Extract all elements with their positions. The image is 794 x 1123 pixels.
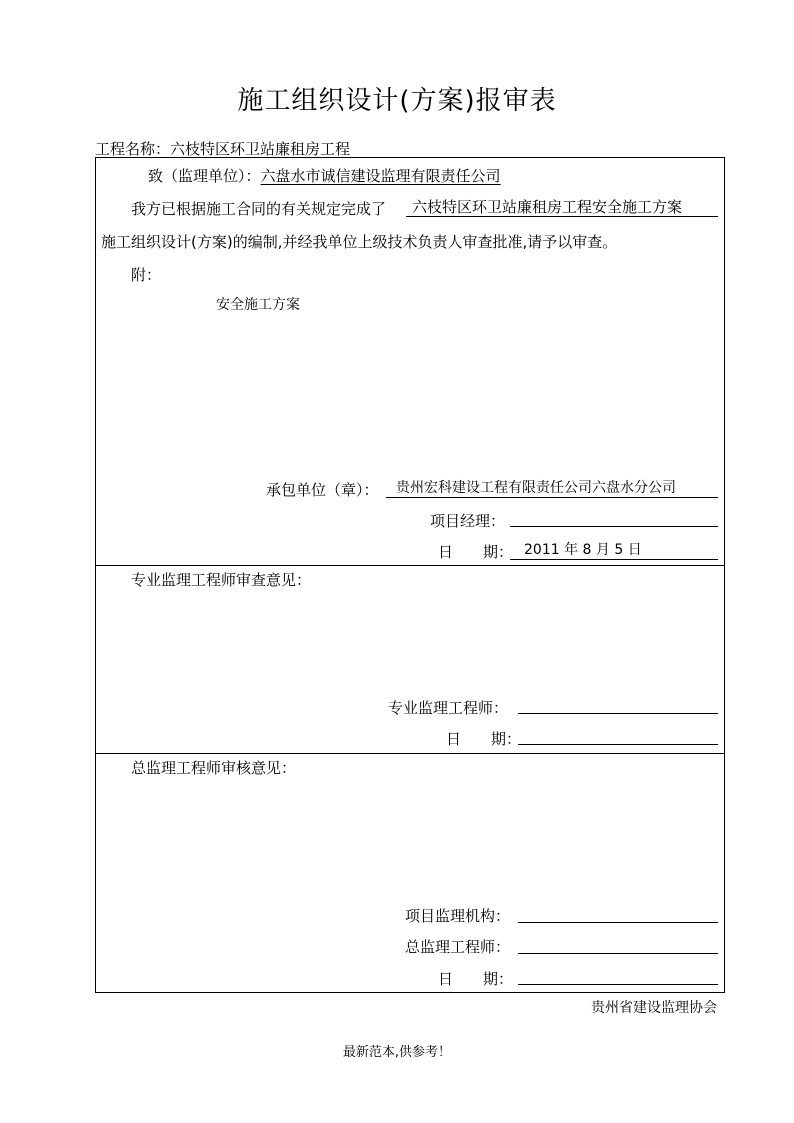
date-line-3 [518, 984, 718, 985]
attachment-item: 安全施工方案 [216, 297, 300, 313]
addressee-row [148, 165, 501, 186]
manager-signature-line [510, 526, 718, 527]
statement-line-1 [131, 198, 386, 219]
date-value-1: 2011 年 8 月 5 日 [524, 542, 642, 558]
date-label-3: 日 期： [438, 970, 514, 988]
section-divider-2 [95, 753, 725, 754]
chief-review-heading: 总监理工程师审核意见： [131, 759, 297, 777]
date-label-1: 日 期： [438, 543, 514, 561]
manager-label: 项目经理： [430, 512, 506, 530]
date-label-2: 日 期： [446, 730, 522, 748]
contractor-value: 贵州宏科建设工程有限责任公司六盘水分公司 [396, 480, 676, 496]
plan-name-field [406, 198, 718, 217]
date-line-2 [518, 744, 718, 745]
project-name-value: 六枝特区环卫站廉租房工程 [170, 140, 351, 158]
plan-name-value: 六枝特区环卫站廉租房工程安全施工方案 [412, 198, 683, 216]
reference-note: 最新范本,供参考！ [342, 1045, 452, 1060]
page-title: 施工组织设计(方案)报审表 [237, 86, 557, 116]
date-field-1 [510, 541, 718, 560]
chief-engineer-line [518, 953, 718, 954]
addressee-value: 六盘水市诚信建设监理有限责任公司 [260, 167, 501, 185]
statement-line-2: 施工组织设计(方案)的编制,并经我单位上级技术负责人审查批准,请予以审查。 [101, 233, 618, 251]
contractor-field [386, 479, 718, 498]
engineer-label: 专业监理工程师： [388, 699, 509, 717]
supervision-org-line [518, 922, 718, 923]
project-name-label: 工程名称： [95, 140, 171, 158]
statement-prefix: 我方已根据施工合同的有关规定完成了 [131, 200, 387, 218]
engineer-review-heading: 专业监理工程师审查意见： [131, 571, 312, 589]
supervision-org-label: 项目监理机构： [405, 907, 511, 925]
contractor-label: 承包单位（章）： [266, 481, 379, 499]
chief-engineer-label: 总监理工程师： [405, 938, 511, 956]
addressee-label: 致（监理单位）： [148, 167, 261, 185]
engineer-signature-line [518, 713, 718, 714]
section-divider-1 [95, 565, 725, 566]
project-name-row [95, 138, 350, 159]
attachment-label: 附： [131, 266, 162, 284]
issuing-organization: 贵州省建设监理协会 [591, 1000, 717, 1016]
